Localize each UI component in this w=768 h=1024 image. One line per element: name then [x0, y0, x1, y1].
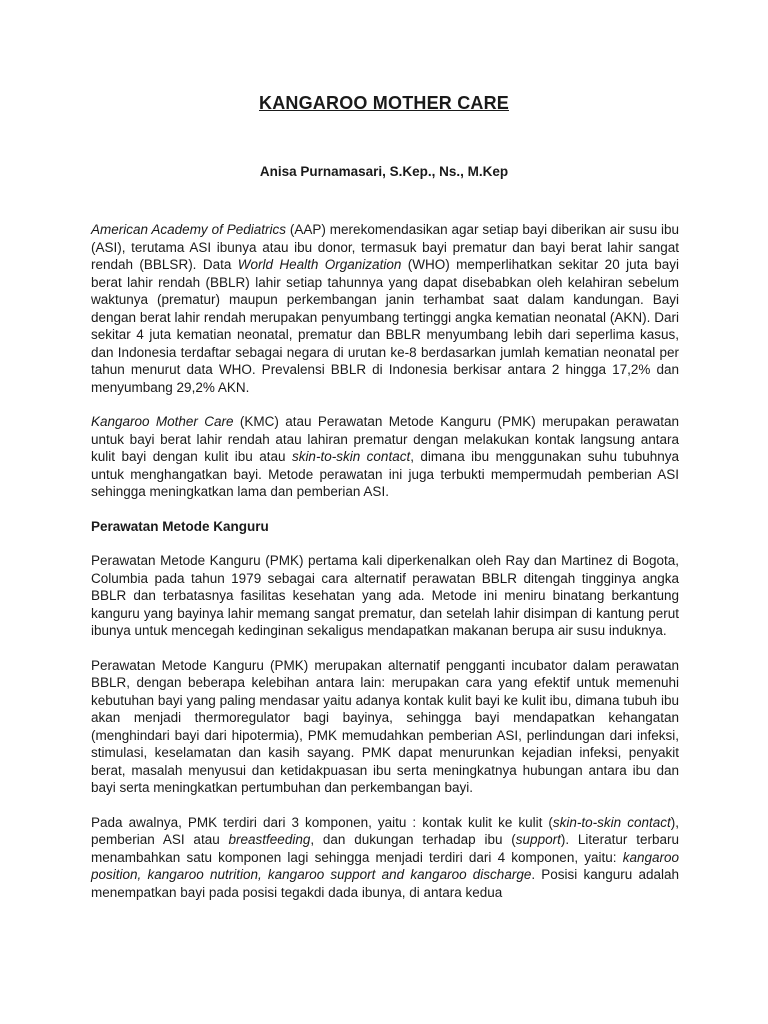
- paragraph-history: Perawatan Metode Kanguru (PMK) pertama kali diperkenalkan oleh Ray dan Martinez di Bogota, Columbia pada tahun 1979 sebagai cara alternatif perawatan BBLR ditengah tingginya angka BBLR dan terbatasnya fasilitas kesehatan yang ada. Metode ini meniru binatang berkantung kanguru yang bayinya lahir memang sangat prematur, dan setelah lahir disimpan di kantung perut ibunya untuk mencegah kedinginan sekaligus mendapatkan makanan berupa air susu induknya.: [91, 553, 679, 638]
- document-author: Anisa Purnamasari, S.Kep., Ns., M.Kep: [259, 164, 509, 179]
- italic-term: American Academy of Pediatrics: [91, 222, 287, 237]
- italic-term: skin-to-skin contact: [291, 449, 411, 464]
- paragraph-text: Pada awalnya, PMK terdiri dari 3 komponen, yaitu : kontak kulit ke kulit (: [91, 814, 553, 830]
- italic-term: Kangaroo Mother Care: [91, 414, 234, 429]
- paragraph-kmc-definition: [91, 413, 679, 501]
- document-body: [91, 221, 679, 901]
- paragraph-text: (KMC) atau Perawatan Metode Kanguru (PMK) merupakan perawatan untuk bayi berat lahir rendah atau lahiran prematur dengan melakukan kontak langsung antara kulit bayi dengan kulit ibu atau: [91, 414, 680, 464]
- italic-term: breastfeeding: [228, 832, 311, 847]
- paragraph-text: ), pemberian ASI atau: [91, 814, 679, 847]
- paragraph-text: . Posisi kanguru adalah menempatkan bayi pada posisi tegakdi dada ibunya, di antara kedua: [91, 867, 679, 900]
- paragraph-advantages: Perawatan Metode Kanguru (PMK) merupakan alternatif pengganti incubator dalam perawatan BBLR, dengan beberapa kelebihan antara lain: merupakan cara yang efektif untuk memenuhi kebutuhan bayi yang paling mendasar yaitu adanya kontak kulit bayi ke kulit ibu, dimana tubuh ibu akan menjadi thermoregulator bagi bayinya, sehingga bayi mendapatkan kehangatan (menghindari bayi dari hipotermia), PMK memudahkan pemberian ASI, perlindungan dari infeksi, stimulasi, keselamatan dan kasih sayang. PMK dapat menurunkan kejadian infeksi, penyakit berat, masalah menyusui dan ketidakpuasan ibu serta meningkatnya hubungan antara ibu dan bayi serta meningkatkan pertumbuhan dan perkembangan bayi.: [91, 657, 679, 795]
- paragraph-text: , dan dukungan terhadap ibu (: [310, 832, 516, 847]
- italic-term: World Health Organization: [237, 257, 402, 272]
- paragraph-text: (AAP) merekomendasikan agar setiap bayi diberikan air susu ibu (ASI), terutama ASI ibunya atau ibu donor, termasuk bayi prematur dan bayi berat lahir sangat rendah (BBLSR). Data: [91, 222, 680, 272]
- paragraph-components: [91, 814, 679, 902]
- paragraph-text: ). Literatur terbaru menambahkan satu komponen lagi sehingga menjadi terdiri dari 4 komponen, yaitu:: [91, 832, 679, 865]
- paragraph-text: (WHO) memperlihatkan sekitar 20 juta bayi berat lahir rendah (BBLR) lahir setiap tahunnya yang dapat disebabkan oleh kelahiran sebelum waktunya (prematur) maupun perkembangan janin terhambat saat dalam kandungan. Bayi dengan berat lahir rendah merupakan penyumbang tertinggi angka kematian neonatal (AKN). Dari sekitar 4 juta kematian neonatal, prematur dan BBLR menyumbang lebih dari seperlima kasus, dan Indonesia terdaftar sebagai negara di urutan ke-8 berdasarkan jumlah kematian neonatal per tahun menurut data WHO. Prevalensi BBLR di Indonesia berkisar antara 2 hingga 17,2% dan menyumbang 29,2% AKN.: [91, 257, 680, 395]
- section-heading: Perawatan Metode Kanguru: [91, 518, 269, 534]
- paragraph-intro: [91, 221, 679, 396]
- paragraph-text: , dimana ibu menggunakan suhu tubuhnya untuk menghangatkan bayi. Metode perawatan ini juga terbukti mempermudah pemberian ASI sehingga meningkatkan lama dan pemberian ASI.: [91, 449, 679, 499]
- italic-term: skin-to-skin contact: [552, 814, 671, 830]
- italic-term: kangaroo position, kangaroo nutrition, kangaroo support and kangaroo discharge: [91, 849, 679, 882]
- document-title: KANGAROO MOTHER CARE: [259, 93, 509, 113]
- italic-term: support: [515, 832, 561, 847]
